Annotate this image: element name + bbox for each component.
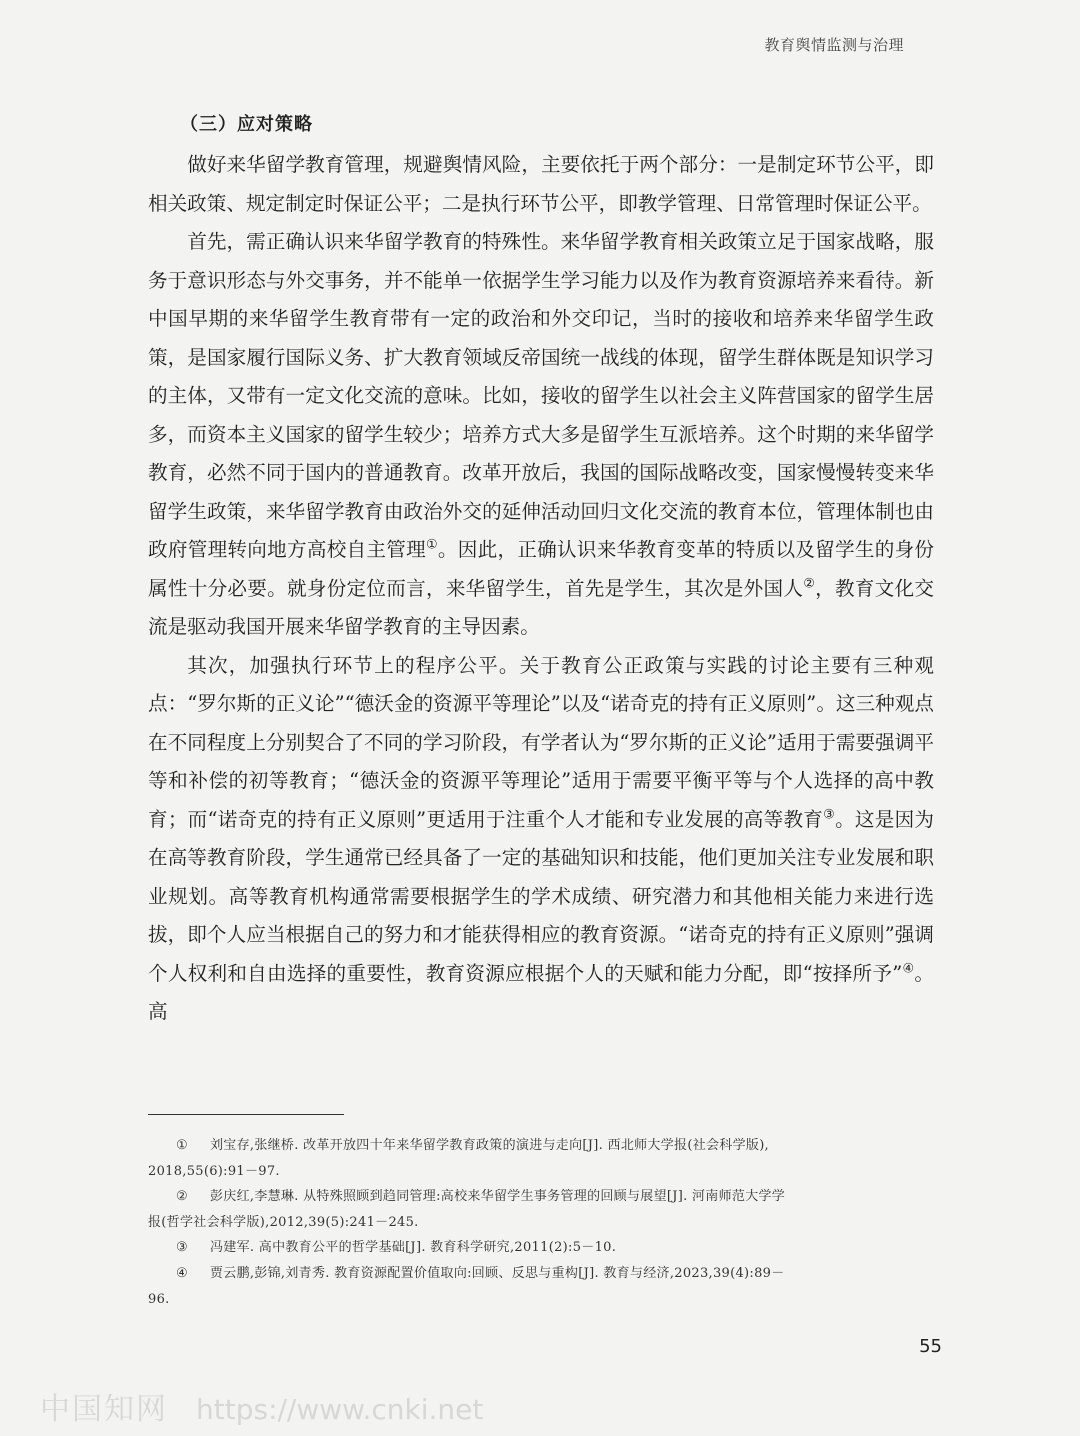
- footnote-mark: ③: [176, 1240, 188, 1255]
- paragraph-first-point: [148, 223, 934, 647]
- footnote-continuation: 96.: [148, 1292, 170, 1307]
- paragraph-second-point: [148, 647, 934, 1032]
- footnote-ref-2[interactable]: ②: [803, 575, 816, 591]
- body-text: [148, 146, 934, 1032]
- footnote-ref-4[interactable]: ④: [902, 960, 915, 976]
- footnote-text: 刘宝存,张继桥. 改革开放四十年来华留学教育政策的演进与走向[J]. 西北师大学报(社会科学版),: [210, 1138, 769, 1153]
- watermark-brand: 中国知网: [40, 1392, 168, 1427]
- paragraph-text: 首先，需正确认识来华留学教育的特殊性。来华留学教育相关政策立足于国家战略，服务于意识形态与外交事务，并不能单一依据学生学习能力以及作为教育资源培养来看待。新中国早期的来华留学生教育带有一定的政治和外交印记，当时的接收和培养来华留学生政策，是国家履行国际义务、扩大教育领域反帝国统一战线的体现，留学生群体既是知识学习的主体，又带有一定文化交流的意味。比如，接收的留学生以社会主义阵营国家的留学生居多，而资本主义国家的留学生较少；培养方式大多是留学生互派培养。这个时期的来华留学教育，必然不同于国内的普通教育。改革开放后，我国的国际战略改变，国家慢慢转变来华留学生政策，来华留学教育由政治外交的延伸活动回归文化交流的教育本位，管理体制也由政府管理转向地方高校自主管理: [148, 230, 934, 561]
- paragraph-text: ，教育文化交流是驱动我国开展来华留学教育的主导因素。: [148, 576, 935, 638]
- paragraph-text: 。因此，正确认识来华教育变革的特质以及留学生的身份属性十分必要。就身份定位而言，来华留学生，首先是学生，其次是外国人: [148, 538, 935, 600]
- footnote-divider: [148, 1114, 344, 1115]
- footnotes: [148, 1133, 934, 1312]
- watermark-url: https://www.cnki.net: [196, 1393, 484, 1426]
- footnote-ref-3[interactable]: ③: [823, 806, 836, 822]
- footnote-text: 贾云鹏,彭锦,刘青秀. 教育资源配置价值取向:回顾、反思与重构[J]. 教育与经济,2023,39(4):89－: [210, 1266, 785, 1281]
- footnote-2: [148, 1184, 934, 1235]
- page-number: 55: [919, 1336, 942, 1357]
- footnote-continuation: 报(哲学社会科学版),2012,39(5):241－245.: [148, 1215, 419, 1230]
- footnote-mark: ④: [176, 1266, 188, 1281]
- footnote-ref-1[interactable]: ①: [425, 537, 438, 553]
- footnote-continuation: 2018,55(6):91－97.: [148, 1164, 280, 1179]
- footnote-text: 彭庆红,李慧琳. 从特殊照顾到趋同管理:高校来华留学生事务管理的回顾与展望[J]. 河南师范大学学: [210, 1189, 786, 1204]
- paragraph-text: 。高: [148, 961, 934, 1023]
- paragraph-text: 其次，加强执行环节上的程序公平。关于教育公正政策与实践的讨论主要有三种观点：“罗尔斯的正义论”“德沃金的资源平等理论”以及“诺奇克的持有正义原则”。这三种观点在不同程度上分别契合了不同的学习阶段，有学者认为“罗尔斯的正义论”适用于需要强调平等和补偿的初等教育；“德沃金的资源平等理论”适用于需要平衡平等与个人选择的高中教育；而“诺奇克的持有正义原则”更适用于注重个人才能和专业发展的高等教育: [148, 653, 934, 831]
- footnote-4: [148, 1261, 934, 1312]
- footnote-mark: ②: [176, 1189, 188, 1204]
- running-head-title: 教育舆情监测与治理: [764, 36, 904, 54]
- footnote-3: [148, 1235, 934, 1260]
- section-heading: （三）应对策略: [180, 114, 313, 135]
- cnki-watermark: [40, 1384, 483, 1428]
- footnote-1: [148, 1133, 934, 1184]
- paragraph-text: 。这是因为在高等教育阶段，学生通常已经具备了一定的基础知识和技能，他们更加关注专业发展和职业规划。高等教育机构通常需要根据学生的学术成绩、研究潜力和其他相关能力来进行选拔，即个人应当根据自己的努力和才能获得相应的教育资源。“诺奇克的持有正义原则”强调个人权利和自由选择的重要性，教育资源应根据个人的天赋和能力分配，即“按择所予”: [148, 807, 935, 985]
- footnote-text: 冯建军. 高中教育公平的哲学基础[J]. 教育科学研究,2011(2):5－10.: [210, 1240, 617, 1255]
- footnote-mark: ①: [176, 1138, 188, 1153]
- paragraph-intro: 做好来华留学教育管理，规避舆情风险，主要依托于两个部分：一是制定环节公平，即相关政策、规定制定时保证公平；二是执行环节公平，即教学管理、日常管理时保证公平。: [148, 153, 934, 215]
